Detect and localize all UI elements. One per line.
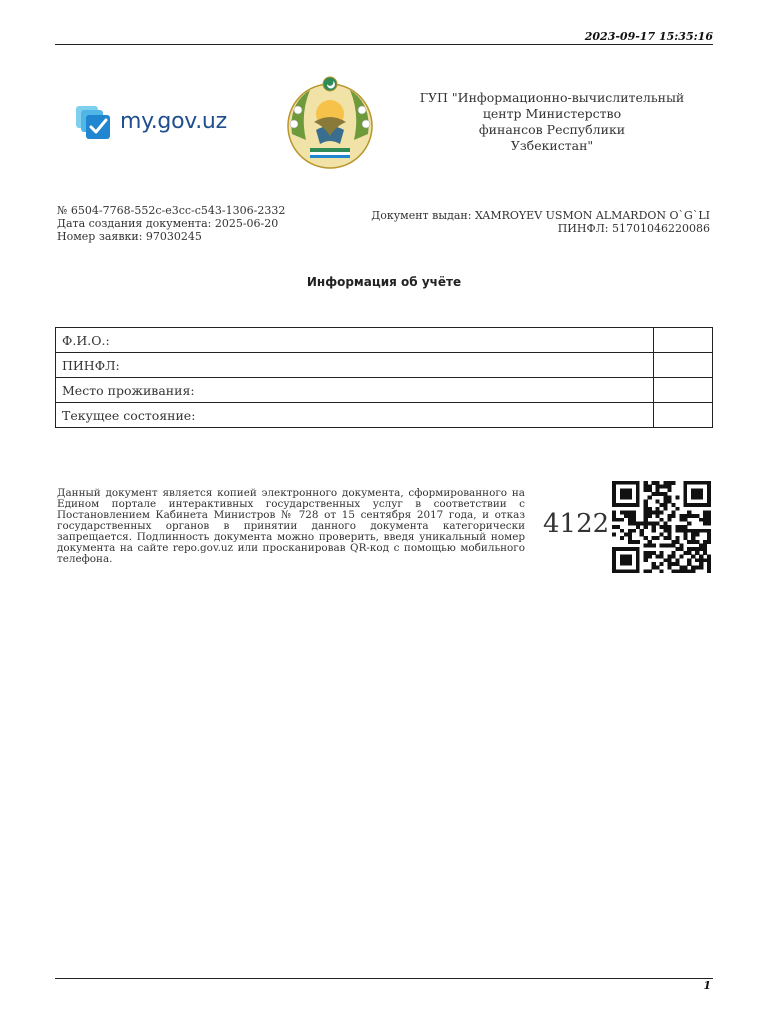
organization-line: финансов Республики	[478, 122, 626, 137]
info-table	[55, 327, 713, 428]
row-value	[654, 378, 713, 403]
creation-date: Дата создания документа: 2025-06-20	[57, 217, 279, 230]
row-value	[654, 328, 713, 353]
table-row	[56, 328, 713, 353]
organization-line: центр Министерство	[482, 106, 622, 121]
row-label: Текущее состояние:	[56, 403, 654, 428]
issued-to: Документ выдан: XAMROYEV USMON ALMARDON O`G`LI	[371, 209, 710, 222]
header-divider	[55, 44, 713, 45]
mygov-logo	[76, 104, 236, 144]
recipient-info	[371, 209, 710, 235]
verification-code: 4122	[543, 509, 610, 539]
table-row	[56, 403, 713, 428]
logo-text: my.gov.uz	[120, 109, 227, 134]
row-label: Место проживания:	[56, 378, 654, 403]
uzbekistan-state-emblem-icon	[280, 74, 380, 170]
row-label: ПИНФЛ:	[56, 353, 654, 378]
legal-disclaimer: Данный документ является копией электронного документа, сформированного на Едином портале интерактивных государственных услуг в соответствии с Постановлением Кабинета Министров № 728 от 15 сентября 2017 года, и отказ государственных органов в принятии данного документа категорически запрещается. Подлинность документа можно проверить, введя уникальный номер документа на сайте repo.gov.uz или просканировав QR-код с помощью мобильного телефона.	[57, 487, 525, 565]
qr-code[interactable]	[612, 481, 711, 573]
footer-divider	[55, 978, 713, 979]
recipient-pinfl: ПИНФЛ: 51701046220086	[557, 222, 710, 235]
state-emblem	[280, 74, 380, 170]
document-number: № 6504-7768-552c-e3cc-c543-1306-2332	[57, 204, 286, 217]
row-value	[654, 403, 713, 428]
row-label: Ф.И.О.:	[56, 328, 654, 353]
document-meta	[57, 204, 285, 243]
qr-code-icon	[612, 481, 711, 573]
row-value	[654, 353, 713, 378]
table-row	[56, 378, 713, 403]
organization-line: Узбекистан"	[510, 138, 594, 153]
page-number: 1	[703, 979, 711, 992]
request-number: Номер заявки: 97030245	[57, 230, 202, 243]
table-row	[56, 353, 713, 378]
organization-line: ГУП "Информационно-вычислительный	[419, 90, 685, 105]
document-timestamp: 2023-09-17 15:35:16	[584, 30, 713, 43]
issuing-organization	[412, 90, 692, 154]
document-title: Информация об учёте	[306, 275, 462, 289]
checkbox-logo-icon	[76, 106, 116, 142]
